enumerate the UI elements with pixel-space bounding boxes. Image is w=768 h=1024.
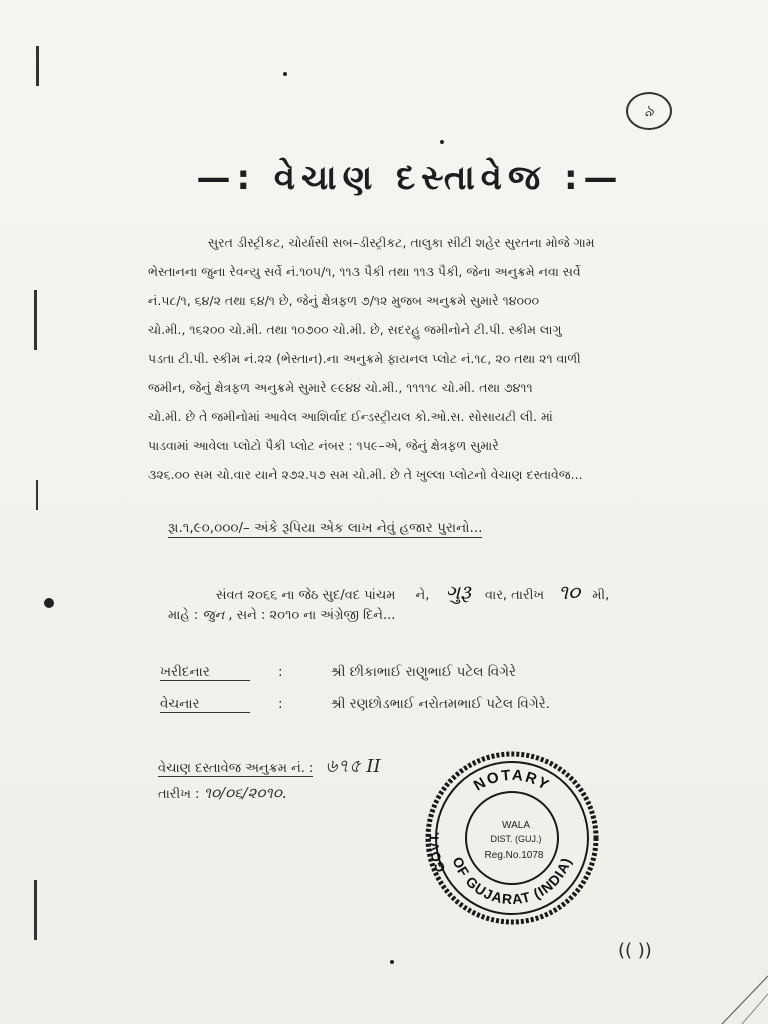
punch-hole	[44, 598, 54, 608]
body-line: સુરત ડીસ્ટ્રીકટ, ચોર્યાસી સબ–ડીસ્ટ્રીકટ, તાલુકા સીટી શહેર સુરતના મોજે ગામ	[208, 235, 595, 250]
buyer-row	[160, 664, 516, 681]
body-line: ચો.મી., ૧૬૨૦૦ ચો.મી. તથા ૧૦૭૦૦ ચો.મી. છે, સદરહુ જમીનોને ટી.પી. સ્કીમ લાગુ	[148, 322, 562, 337]
body-line: પાડવામાં આવેલા પ્લોટો પૈકી પ્લોટ નંબર : ૧૫૯–એ, જેનું ક્ષેત્રફળ સુમારે	[148, 438, 499, 453]
margin-mark	[36, 46, 39, 86]
stamp-top-text: NOTARY	[470, 766, 554, 795]
day-handwritten: ૧૦	[558, 580, 581, 604]
date-end: મી,	[592, 588, 610, 603]
stamp-line-1: WALA	[502, 820, 530, 831]
reference-number: ৬৭৫ II	[325, 756, 381, 777]
date-suffix: વાર, તારીખ	[484, 588, 545, 603]
month-suffix: , સને : ૨૦૧૦ ના અંગ્રેજી દિને...	[228, 608, 396, 623]
margin-mark	[36, 480, 38, 510]
speck	[440, 140, 444, 144]
notary-stamp	[424, 750, 600, 926]
deed-reference	[158, 752, 381, 783]
month-prefix: માહે :	[168, 608, 199, 623]
margin-mark	[34, 290, 37, 350]
stamp-bottom-text: OF GUJARAT (INDIA)	[449, 854, 575, 908]
date-line-2	[168, 608, 395, 623]
deed-date-label: તારીખ :	[158, 787, 200, 802]
seller-name: શ્રી રણછોડભાઈ નરોતમભાઈ પટેલ વિગેરે.	[330, 696, 550, 712]
body-line: નં.૫૮/૧, ૬૪/૨ તથા ૬૪/૧ છે, જેનું ક્ષેત્રફળ ૭/૧૨ મુજબ અનુક્રમે સુમારે ૧૪૦૦૦	[148, 293, 540, 308]
buyer-colon: :	[278, 664, 283, 680]
seller-colon: :	[278, 696, 283, 712]
margin-mark	[34, 880, 37, 940]
deed-date-value: ૧૦/૦૬/૨૦૧૦.	[203, 784, 287, 802]
buyer-label: ખરીદનાર	[160, 664, 250, 681]
sale-amount: રૂા.૧,૯૦,૦૦૦/– અંકે રૂપિયા એક લાખ નેવું હજાર પુરાનો...	[168, 520, 483, 536]
page-number-circle: ৯	[626, 92, 672, 130]
reference-label: વેચાણ દસ્તાવેજ અનુક્રમ નં. :	[158, 761, 314, 776]
property-description	[148, 228, 708, 489]
stamp-line-2: DIST. (GUJ.)	[490, 834, 542, 844]
stamp-left-text: GOVT.	[426, 830, 449, 875]
weekday-handwritten: ગુરૂ	[445, 580, 471, 604]
seller-row	[160, 696, 550, 713]
folded-corner	[708, 964, 768, 1024]
month-handwritten: જુન	[202, 608, 225, 623]
deed-date	[158, 784, 287, 802]
body-line: ૩૨૬.૦૦ સમ ચો.વાર યાને ૨૭૨.૫૭ સમ ચો.મી. છે તે ખુલ્લા પ્લોટનો વેચાણ દસ્તાવેજ...	[148, 467, 583, 482]
body-line: જમીન, જેનું ક્ષેત્રફળ અનુક્રમે સુમારે ૯૯૪૪ ચો.મી., ૧૧૧૧૮ ચો.મી. તથા ૭૪૧૧	[148, 380, 533, 395]
buyer-name: શ્રી છીકાભાઈ રાણુભાઈ પટેલ વિગેરે	[330, 664, 516, 680]
body-line: ચો.મી. છે તે જમીનોમાં આવેલ આશિર્વાદ ઈન્ડસ્ટ્રીયલ કો.ઓ.સ. સોસાયટી લી. માં	[148, 409, 553, 424]
seller-label: વેચનાર	[160, 696, 250, 713]
speck	[283, 72, 287, 76]
body-line: ભેસ્તાનના જુના રેવન્યુ સર્વે નં.૧૦૫/૧, ૧૧૩ પૈકી તથા ૧૧૩ પૈકી, જેના અનુક્રમે નવા સર્વે	[148, 264, 581, 279]
body-line: પડતા ટી.પી. સ્કીમ નં.૨૨ (ભેસ્તાન).ના અનુક્રમે ફાયનલ પ્લોટ નં.૧૮, ૨૦ તથા ૨૧ વાળી	[148, 351, 581, 366]
speck	[390, 960, 394, 964]
date-mid: ને,	[415, 588, 430, 603]
stamp-reg: Reg.No.1078	[484, 850, 544, 861]
date-line	[216, 580, 609, 604]
date-prefix: સંવત ૨૦૬૬ ના જેઠ સુદ/વદ પાંચમ	[216, 588, 396, 603]
footer-mark: (( ))	[618, 940, 652, 961]
document-title: —: વેચાણ દસ્તાવેજ :—	[196, 158, 624, 198]
